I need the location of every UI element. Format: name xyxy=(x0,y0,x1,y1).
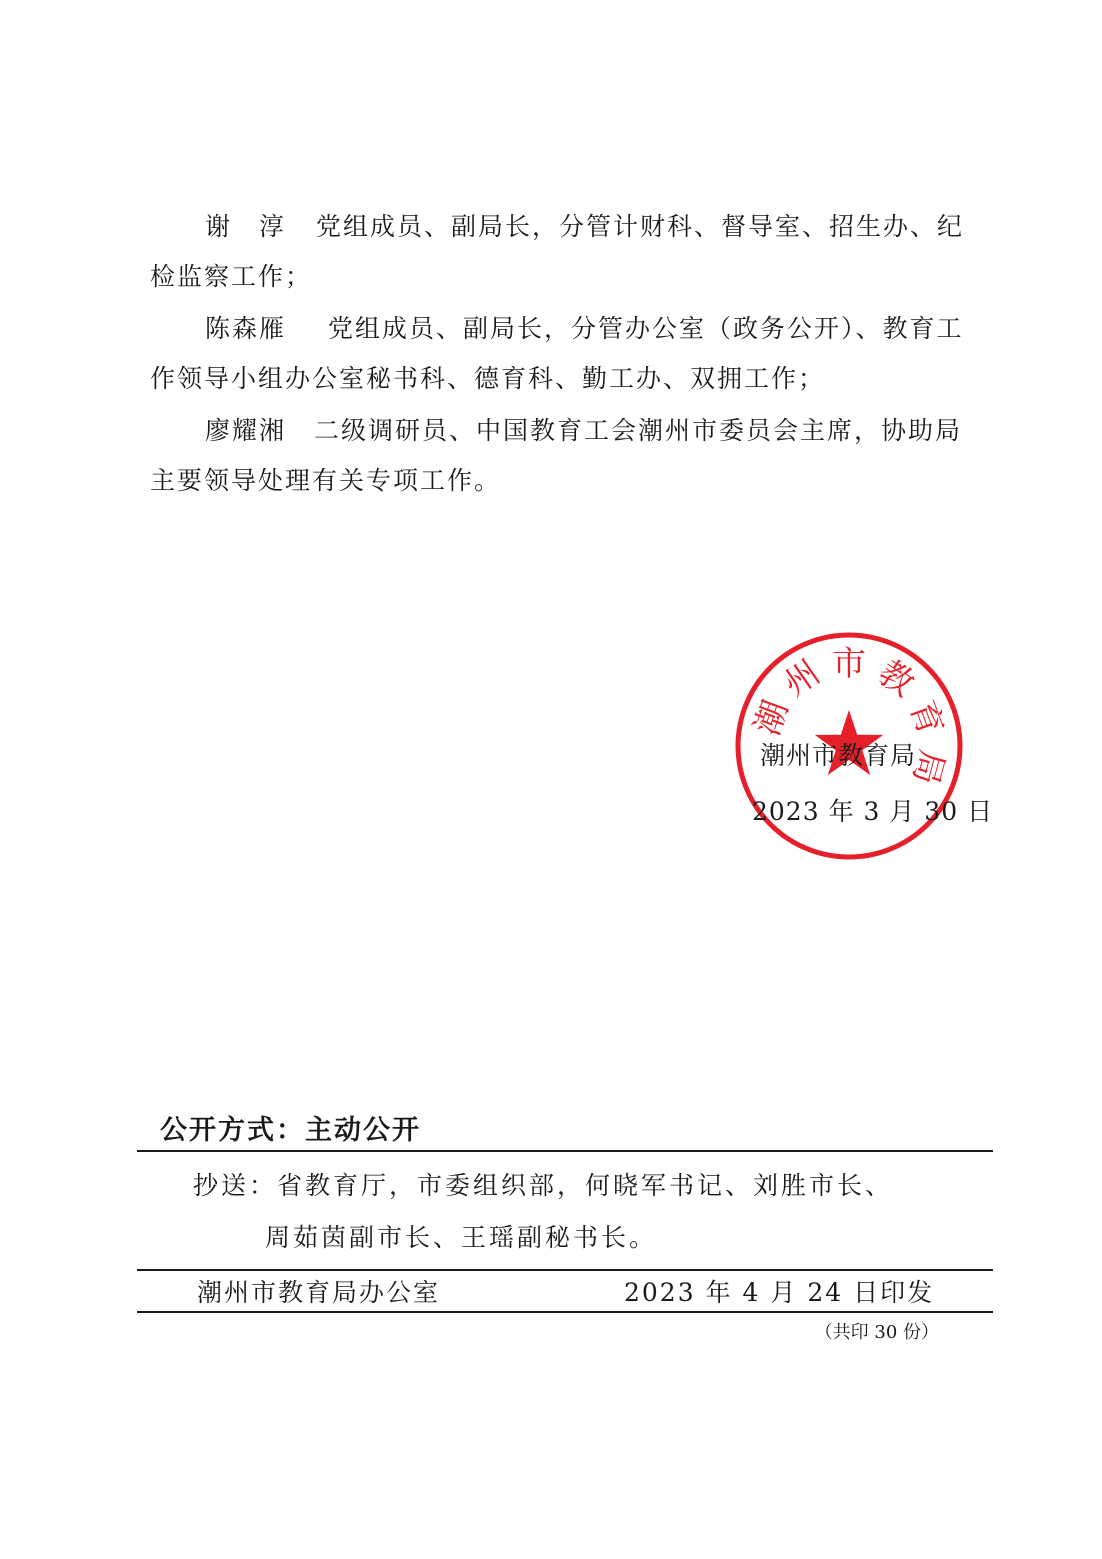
cc-line-2: 周茹茵副市长、王瑶副秘书长。 xyxy=(265,1223,658,1252)
official-name: 陈森雁 xyxy=(205,314,287,343)
seal-character: 市 xyxy=(832,644,866,684)
seal-character: 潮 xyxy=(747,695,797,741)
disclosure-method: 公开方式：主动公开 xyxy=(160,1115,421,1146)
duty-paragraph-3 xyxy=(150,406,970,506)
seal-character: 教 xyxy=(870,652,922,705)
official-name: 廖耀湘 xyxy=(205,416,287,445)
cc-line-1: 抄送：省教育厅，市委组织部，何晓军书记、刘胜市长、 xyxy=(193,1171,894,1200)
issuing-office: 潮州市教育局办公室 xyxy=(197,1278,441,1307)
issue-date: 2023 年 4 月 24 日印发 xyxy=(624,1278,935,1307)
divider-middle xyxy=(137,1269,993,1271)
duty-text-continued: 主要领导处理有关专项工作。 xyxy=(150,466,502,495)
divider-top xyxy=(137,1150,993,1152)
duty-text-continued: 检监察工作； xyxy=(150,262,313,291)
seal-character: 育 xyxy=(901,695,951,741)
copies-count: （共印 30 份） xyxy=(814,1322,939,1343)
duty-paragraph-1 xyxy=(150,202,970,302)
duty-text: 二级调研员、中国教育工会潮州市委员会主席，协助局 xyxy=(314,416,963,445)
seal-character: 州 xyxy=(776,652,828,705)
signature-date: 2023 年 3 月 30 日 xyxy=(752,797,994,826)
signature-org: 潮州市教育局 xyxy=(760,741,917,770)
seal-character: 局 xyxy=(904,745,952,789)
divider-bottom xyxy=(137,1311,993,1313)
duty-paragraph-2 xyxy=(150,304,970,404)
duty-text: 党组成员、副局长，分管计财科、督导室、招生办、纪 xyxy=(316,212,965,241)
official-name: 谢 淳 xyxy=(205,212,287,241)
duty-text: 党组成员、副局长，分管办公室（政务公开）、教育工 xyxy=(328,314,964,343)
duty-text-continued: 作领导小组办公室秘书科、德育科、勤工办、双拥工作； xyxy=(150,364,826,393)
